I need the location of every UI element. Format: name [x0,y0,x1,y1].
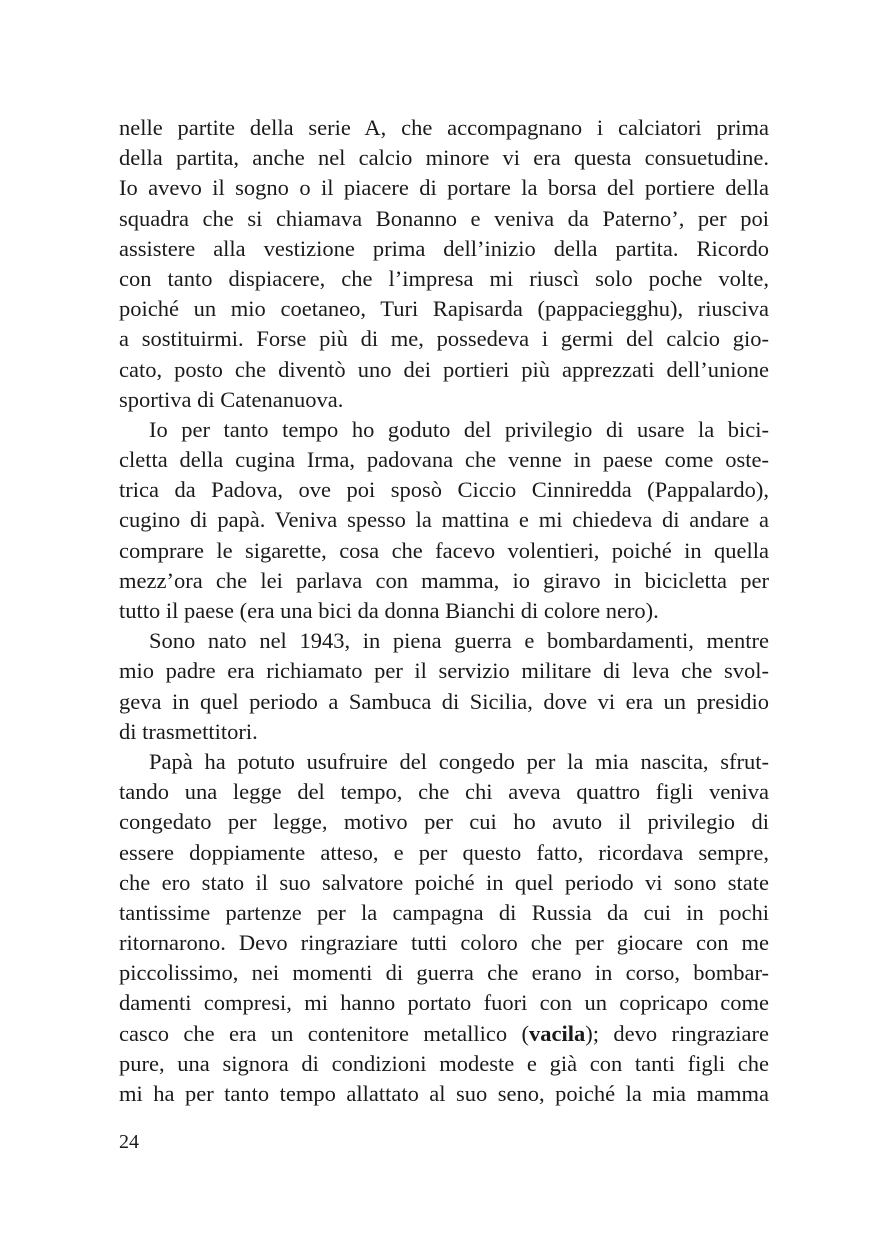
text-line: con tanto dispiacere, che l’impresa mi riuscì solo poche volte, [119,265,769,291]
paragraph [119,626,769,747]
text-line: che ero stato il suo salvatore poiché in quel periodo vi sono state [119,869,769,895]
text-line: assistere alla vestizione prima dell’inizio della partita. Ricordo [119,235,769,261]
text-line: cletta della cugina Irma, padovana che venne in paese come oste- [119,447,769,473]
text-line: tantissime partenze per la campagna di Russia da cui in pochi [119,899,769,925]
text-line [119,1019,769,1049]
text-line: di trasmettitori. [119,718,258,744]
text-line: cugino di papà. Veniva spesso la mattina e mi chiedeva di andare a [119,507,769,533]
text-line: mezz’ora che lei parlava con mamma, io giravo in bicicletta per [119,567,769,593]
text-line: a sostituirmi. Forse più di me, possedeva i germi del calcio gio- [119,326,769,352]
paragraph [119,415,769,626]
text-line: Sono nato nel 1943, in piena guerra e bombardamenti, mentre [149,628,769,654]
text-line: nelle partite della serie A, che accompagnano i calciatori prima [119,115,769,140]
text-line: mi ha per tanto tempo allattato al suo seno, poiché la mia mamma [119,1081,769,1106]
text-line: geva in quel periodo a Sambuca di Sicilia, dove vi era un presidio [119,688,769,714]
text-line: della partita, anche nel calcio minore vi era questa consuetudine. [119,145,769,171]
text-line: Io per tanto tempo ho goduto del privilegio di usare la bici- [149,416,769,442]
text-line: congedato per legge, motivo per cui ho avuto il privilegio di [119,809,769,835]
text-line: cato, posto che diventò uno dei portieri più apprezzati dell’unione [119,356,769,382]
text-line: Papà ha potuto usufruire del congedo per la mia nascita, sfrut- [149,748,769,774]
text-line: poiché un mio coetaneo, Turi Rapisarda (pappaciegghu), riusciva [119,296,769,322]
paragraph [119,113,769,415]
body-text [119,113,769,1109]
paragraph [119,747,769,1109]
text-line: damenti compresi, mi hanno portato fuori con un copricapo come [119,990,769,1016]
text-line: ritornarono. Devo ringraziare tutti coloro che per giocare con me [119,930,769,956]
text-line: essere doppiamente atteso, e per questo fatto, ricordava sempre, [119,839,769,865]
text-segment: ); devo ringraziare [585,1020,769,1046]
text-line: pure, una signora di condizioni modeste e già con tanti figli che [119,1050,769,1076]
text-line: piccolissimo, nei momenti di guerra che erano in corso, bombar- [119,960,769,986]
text-line: trica da Padova, ove poi sposò Ciccio Cinniredda (Pappalardo), [119,477,769,503]
text-segment: casco che era un contenitore metallico ( [119,1020,530,1046]
text-line: Io avevo il sogno o il piacere di portare la borsa del portiere della [119,175,769,201]
text-line: sportiva di Catenanuova. [119,386,344,412]
text-line: squadra che si chiamava Bonanno e veniva da Paterno’, per poi [119,205,769,231]
text-line: tando una legge del tempo, che chi aveva quattro figli veniva [119,779,769,805]
page-number: 24 [119,1131,139,1153]
bold-term: vacila [529,1020,586,1046]
text-line: mio padre era richiamato per il servizio militare di leva che svol- [119,658,769,684]
text-line: comprare le sigarette, cosa che facevo volentieri, poiché in quella [119,537,769,563]
text-line: tutto il paese (era una bici da donna Bianchi di colore nero). [119,598,659,623]
